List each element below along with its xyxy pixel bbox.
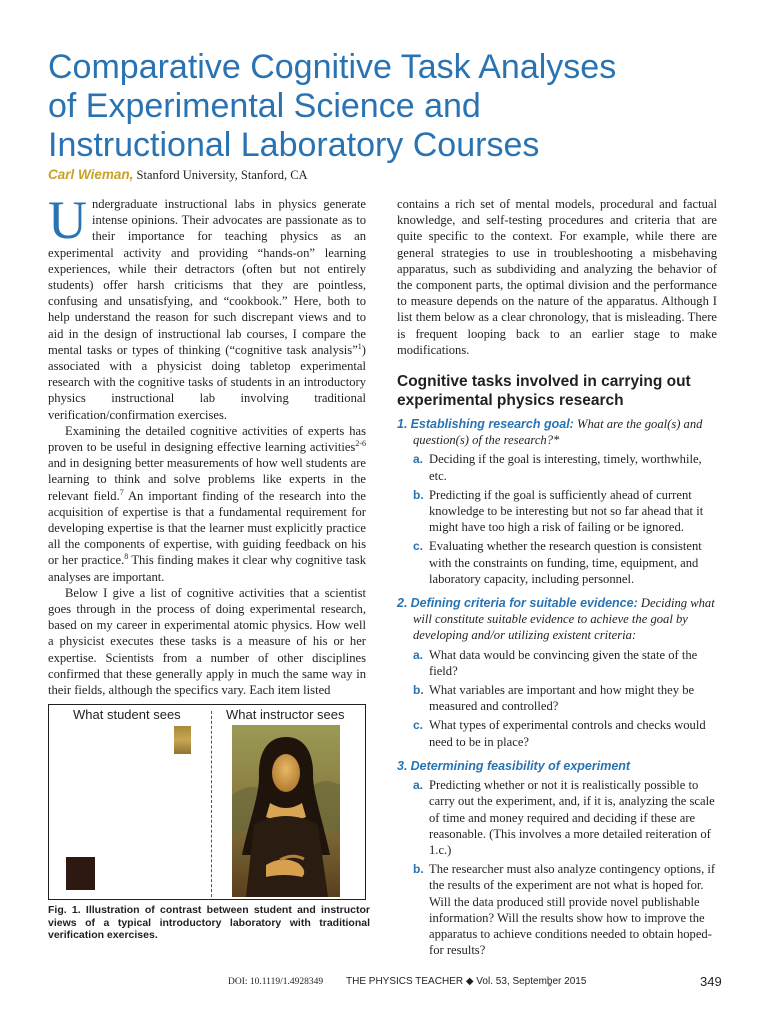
footnote-ref: 2-6 xyxy=(355,438,366,448)
painting-fragment-bottom xyxy=(66,857,95,890)
figure-label-student: What student sees xyxy=(73,707,181,722)
footnote-ref: 8 xyxy=(124,552,129,562)
painting-fragment-top xyxy=(174,726,191,754)
footnote-ref: 7 xyxy=(119,487,124,497)
mona-lisa-painting xyxy=(232,725,340,897)
title-line: Instructional Laboratory Courses xyxy=(48,126,540,164)
section-heading: Cognitive tasks involved in carrying out experimental physics research xyxy=(397,373,691,410)
article-title xyxy=(48,48,738,165)
author-name: Carl Wieman, xyxy=(48,167,134,182)
paragraph-chronology: contains a rich set of mental models, procedural and factual knowledge, and self-testing procedures and criteria that are quite specific to the context. For example, while there are general strategies to use in troubleshooting a misbehaving apparatus, such as subdividing and analyzing the behavior of the component parts, the optimal division and the performance to measure depends on the nature of the apparatus. Although I list them below as a clear chronology, that is misleading. There is frequent looping back to an earlier stage to make modifications. xyxy=(397,197,717,357)
paragraph-intro: Undergraduate instructional labs in physics generate intense opinions. Their advocates are passionate as to their importance for teaching physics as an experimental activity and providing “hands-on” learning experiences, while their detractors (often but not entirely students) offer harsh criticisms that they are pointless, confusing and unsatisfying, and “cookbook.” Here, both to help understand the reason for such discrepant views and to aid in the design of instructional lab courses, I compare the mental tasks or types of thinking (“cognitive task analysis”$^1$) associated with a physicist doing tabletop experimental research with the cognitive tasks of students in an introductory physics instructional lab involving traditional verification/confirmation exercises. xyxy=(48,190,366,422)
paragraph-activities: Below I give a list of cognitive activities that a scientist goes through in the process of doing experimental research, based on my career in experimental atomic physics. How well a physicist executes these tasks is a measure of his or her expertise. Scientists from a number of other disciplines confirmed that these generally apply in much the same way in their fields, although the specifics vary. Each item listed xyxy=(48,585,366,698)
footer-journal: THE PHYSICS TEACHER ◆ Vol. 53, Septemb̳er 2015 xyxy=(346,976,587,987)
title-line: Comparative Cognitive Task Analyses xyxy=(48,48,617,86)
subtask-item: a. What data would be convincing given the state of the field? xyxy=(413,647,698,678)
byline xyxy=(48,167,308,183)
paragraph-expertise: Examining the detailed cognitive activities of experts has proven to be useful in designing effective learning activities$^{2-6}$ and in designing better measurements of how well students are learning to think and solve problems like experts in the relevant field.$^7$ An important finding of the research into the acquisition of expertise is that a fundamental requirement for developing expertise is that the learner must explicitly practice all the components of expertise, with guiding feedback on his or her practice.$^8$ This finding makes it clear why cognitive task analyses are important. xyxy=(48,423,366,584)
footer-doi: DOI: 10.1119/1.4928349 xyxy=(228,977,324,987)
subtask-item: b. Predicting if the goal is sufficiently ahead of current knowledge to be interesting but not so far ahead that it might have too high a risk of failing or be ignored. xyxy=(413,487,704,535)
figure-divider xyxy=(211,711,212,897)
right-column xyxy=(397,196,717,961)
footnote-ref: 1 xyxy=(357,341,362,351)
subtask-item: b. The researcher must also analyze contingency options, if the results of the experiment are not what is hoped for. Will the data produced still provide novel publishable information? Will the results show how to improve the apparatus to achieve conditions needed to obtain hoped-for results? xyxy=(413,862,716,958)
task-heading: 3. Determining feasibility of experiment xyxy=(397,758,631,773)
task-item xyxy=(397,595,717,750)
page-number: 349 xyxy=(700,974,722,989)
task-item xyxy=(397,416,717,587)
subtask-item: a. Deciding if the goal is interesting, timely, worthwhile, etc. xyxy=(413,452,702,483)
figure-caption: Fig. 1. Illustration of contrast between student and instructor views of a typical introductory laboratory with traditional verification exercises. xyxy=(48,904,370,941)
drop-cap: U xyxy=(48,190,87,250)
figure-label-instructor: What instructor sees xyxy=(226,707,345,722)
task-heading: 2. Defining criteria for suitable evidence: Deciding what will constitute suitable evidence to achieve the goal by developing and/or utilizing existent criteria: xyxy=(397,596,715,643)
task-heading: 1. Establishing research goal: What are the goal(s) and question(s) of the research?* xyxy=(397,417,703,448)
title-line: of Experimental Science and xyxy=(48,87,481,125)
subtask-item: c. Evaluating whether the research question is consistent with the constraints on funding, time, equipment, and laboratory capacity, including personnel. xyxy=(413,539,702,586)
left-column xyxy=(48,190,366,698)
task-item xyxy=(397,758,717,958)
subtask-item: c. What types of experimental controls and checks would need to be in place? xyxy=(413,718,706,749)
subtask-item: a. Predicting whether or not it is realistically possible to carry out the experiment, and, if it is, analyzing the scale of time and money required and deciding if these are reasonable. (This involves a more detailed reiteration of 1.c.) xyxy=(413,778,715,857)
subtask-item: b. What variables are important and how might they be measured and controlled? xyxy=(413,683,695,714)
author-affiliation: Stanford University, Stanford, CA xyxy=(136,168,308,182)
figure-1 xyxy=(48,704,366,900)
